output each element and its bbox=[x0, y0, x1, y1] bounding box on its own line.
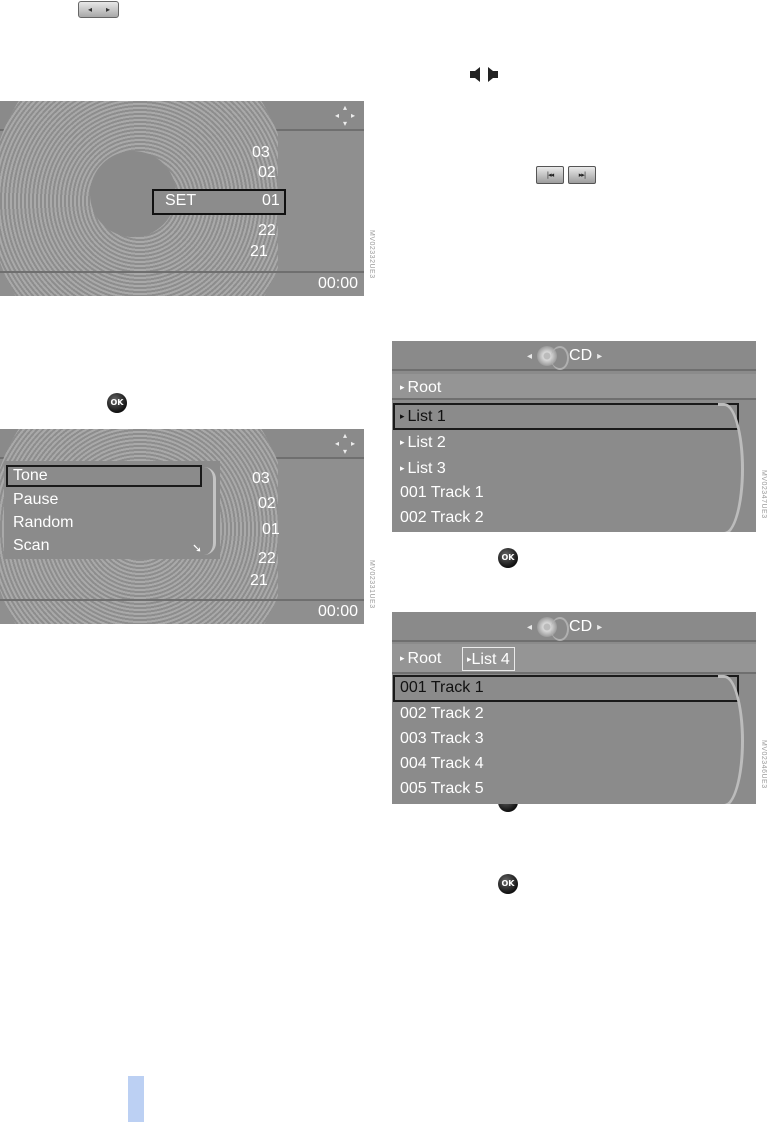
list-item[interactable] bbox=[392, 429, 446, 455]
elapsed-time: 00:00 bbox=[317, 603, 358, 620]
header-title: CD bbox=[569, 618, 593, 635]
track-number: 21 bbox=[250, 243, 268, 260]
menu-item-tone[interactable]: Tone bbox=[13, 467, 48, 484]
controller-icon: ▴ ◂ ▸ ▾ bbox=[335, 103, 356, 128]
skip-back-icon: |◂◂ bbox=[536, 166, 564, 184]
left-right-buttons-icon: ◂ ▸ bbox=[78, 1, 119, 18]
track-number: 02 bbox=[258, 164, 276, 181]
figure-code: MV02331UE3 bbox=[368, 560, 375, 609]
screen-header bbox=[392, 612, 756, 642]
menu-item-pause[interactable]: Pause bbox=[13, 491, 59, 508]
breadcrumb-label: Root bbox=[407, 379, 442, 396]
figure-code: MV02346UE3 bbox=[760, 740, 767, 789]
track-number: 03 bbox=[252, 470, 270, 487]
track-number: 22 bbox=[258, 550, 276, 567]
figure-code: MV02347UE3 bbox=[760, 470, 767, 519]
list-item-label: List 3 bbox=[407, 460, 446, 477]
triangle-icon: ▸ bbox=[400, 382, 405, 392]
arrow-right-icon[interactable]: ▸ bbox=[597, 621, 603, 633]
list-item[interactable]: 002 Track 2 bbox=[400, 509, 484, 526]
list-item-label: List 1 bbox=[407, 408, 446, 425]
arrow-left-icon[interactable]: ◂ bbox=[527, 350, 533, 362]
elapsed-time: 00:00 bbox=[317, 275, 358, 292]
header-title: CD bbox=[569, 347, 593, 364]
list-item[interactable] bbox=[392, 455, 446, 481]
list-item[interactable] bbox=[392, 403, 446, 429]
cd-disc-icon bbox=[537, 346, 567, 366]
triangle-icon: ▸ bbox=[400, 437, 405, 447]
breadcrumb-label: Root bbox=[407, 650, 442, 667]
options-menu bbox=[4, 461, 220, 559]
cd-screen-set bbox=[0, 101, 364, 296]
page-marker-bar bbox=[128, 1076, 144, 1122]
skip-buttons-icon bbox=[536, 166, 597, 184]
list-item-label: List 2 bbox=[407, 434, 446, 451]
track-number: 22 bbox=[258, 222, 276, 239]
triangle-icon: ▸ bbox=[400, 463, 405, 473]
track-number-selected[interactable]: 01 bbox=[262, 192, 280, 209]
menu-scrollbar[interactable] bbox=[200, 467, 216, 555]
speaker-balance-icon bbox=[468, 66, 500, 83]
ok-button-icon: OK bbox=[107, 393, 127, 413]
list-item[interactable]: 001 Track 1 bbox=[400, 679, 484, 696]
cd-screen-tracks bbox=[392, 612, 756, 804]
triangle-icon: ▸ bbox=[400, 653, 405, 663]
breadcrumb-root[interactable] bbox=[392, 374, 756, 400]
arrow-right-icon[interactable]: ▸ bbox=[597, 350, 603, 362]
cd-screen-list bbox=[392, 341, 756, 532]
triangle-icon: ▸ bbox=[400, 411, 405, 421]
breadcrumb-root[interactable] bbox=[392, 645, 441, 671]
list-scrollbar[interactable] bbox=[718, 403, 744, 532]
track-number: 21 bbox=[250, 572, 268, 589]
set-label: SET bbox=[165, 192, 197, 209]
track-number: 03 bbox=[252, 144, 270, 161]
ok-button-icon: OK bbox=[498, 548, 518, 568]
track-number: 02 bbox=[258, 495, 276, 512]
skip-forward-icon: ▸▸| bbox=[568, 166, 596, 184]
list-item[interactable]: 001 Track 1 bbox=[400, 484, 484, 501]
controller-icon: ▴ ◂ ▸ ▾ bbox=[335, 431, 356, 456]
scroll-down-icon: ➘ bbox=[192, 541, 203, 555]
menu-item-scan[interactable]: Scan bbox=[13, 537, 50, 554]
triangle-icon: ▸ bbox=[467, 654, 472, 664]
list-item[interactable]: 005 Track 5 bbox=[400, 780, 484, 797]
list-scrollbar[interactable] bbox=[718, 675, 744, 804]
menu-item-random[interactable]: Random bbox=[13, 514, 74, 531]
breadcrumb bbox=[392, 644, 756, 674]
cd-disc-icon bbox=[537, 617, 567, 637]
cd-screen-menu bbox=[0, 429, 364, 624]
list-item[interactable]: 004 Track 4 bbox=[400, 755, 484, 772]
figure-code: MV02332UE3 bbox=[368, 230, 375, 279]
list-item[interactable]: 002 Track 2 bbox=[400, 705, 484, 722]
screen-header bbox=[392, 341, 756, 371]
breadcrumb-label: List 4 bbox=[471, 651, 510, 668]
track-number: 01 bbox=[262, 521, 280, 538]
ok-button-icon: OK bbox=[498, 874, 518, 894]
list-item[interactable]: 003 Track 3 bbox=[400, 730, 484, 747]
breadcrumb-current[interactable] bbox=[462, 647, 515, 671]
arrow-left-icon[interactable]: ◂ bbox=[527, 621, 533, 633]
